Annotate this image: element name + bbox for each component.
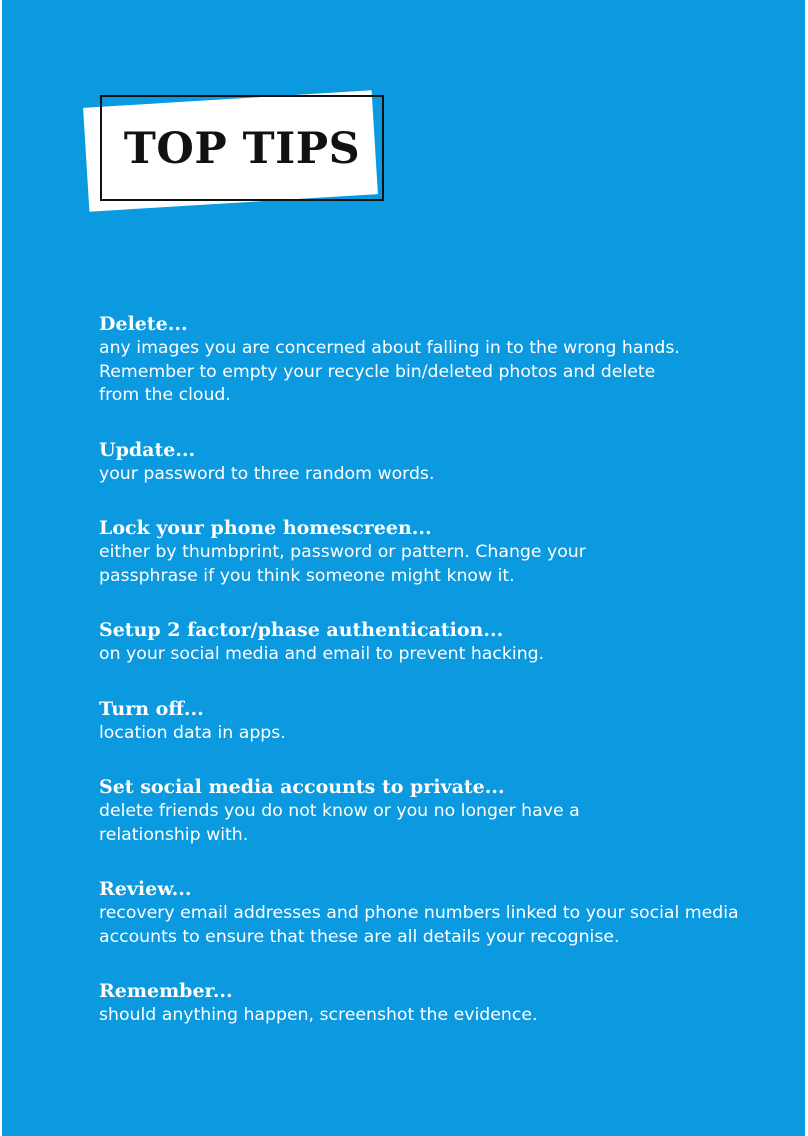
tip-item xyxy=(99,979,759,1028)
tip-item xyxy=(99,516,759,588)
tip-body: should anything happen, screenshot the evidence. xyxy=(99,1005,538,1025)
tip-heading: Turn off... xyxy=(99,697,204,720)
tip-item xyxy=(99,618,759,667)
tip-body: either by thumbprint, password or pattern. Change your passphrase if you think someone might know it. xyxy=(99,542,586,586)
tip-heading: Delete... xyxy=(99,313,188,335)
tip-heading: Set social media accounts to private... xyxy=(99,776,505,798)
tip-body: delete friends you do not know or you no longer have a relationship with. xyxy=(99,801,580,845)
tip-body: on your social media and email to prevent hacking. xyxy=(99,644,545,664)
tip-body: recovery email addresses and phone numbers linked to your social media accounts to ensure that these are all details your recognise. xyxy=(99,903,739,947)
tips-list xyxy=(99,312,759,1028)
tip-body: location data in apps. xyxy=(99,722,286,743)
tip-heading: Review... xyxy=(99,878,192,900)
tip-heading: Remember... xyxy=(99,980,233,1002)
tip-heading: Lock your phone homescreen... xyxy=(99,517,432,539)
tip-body: any images you are concerned about falling in to the wrong hands. Remember to empty your recycle bin/deleted photos and delete from the cloud. xyxy=(99,338,680,405)
tip-item xyxy=(99,312,759,408)
tip-body: your password to three random words. xyxy=(99,463,435,484)
tip-item xyxy=(99,775,759,847)
tip-heading: Setup 2 factor/phase authentication... xyxy=(99,619,504,641)
tip-item xyxy=(99,438,759,487)
tip-item xyxy=(99,697,759,746)
page-left-edge xyxy=(0,0,2,1136)
page-title: TOP TIPS xyxy=(123,124,361,174)
tip-item xyxy=(99,877,759,949)
tip-heading: Update... xyxy=(99,438,196,461)
